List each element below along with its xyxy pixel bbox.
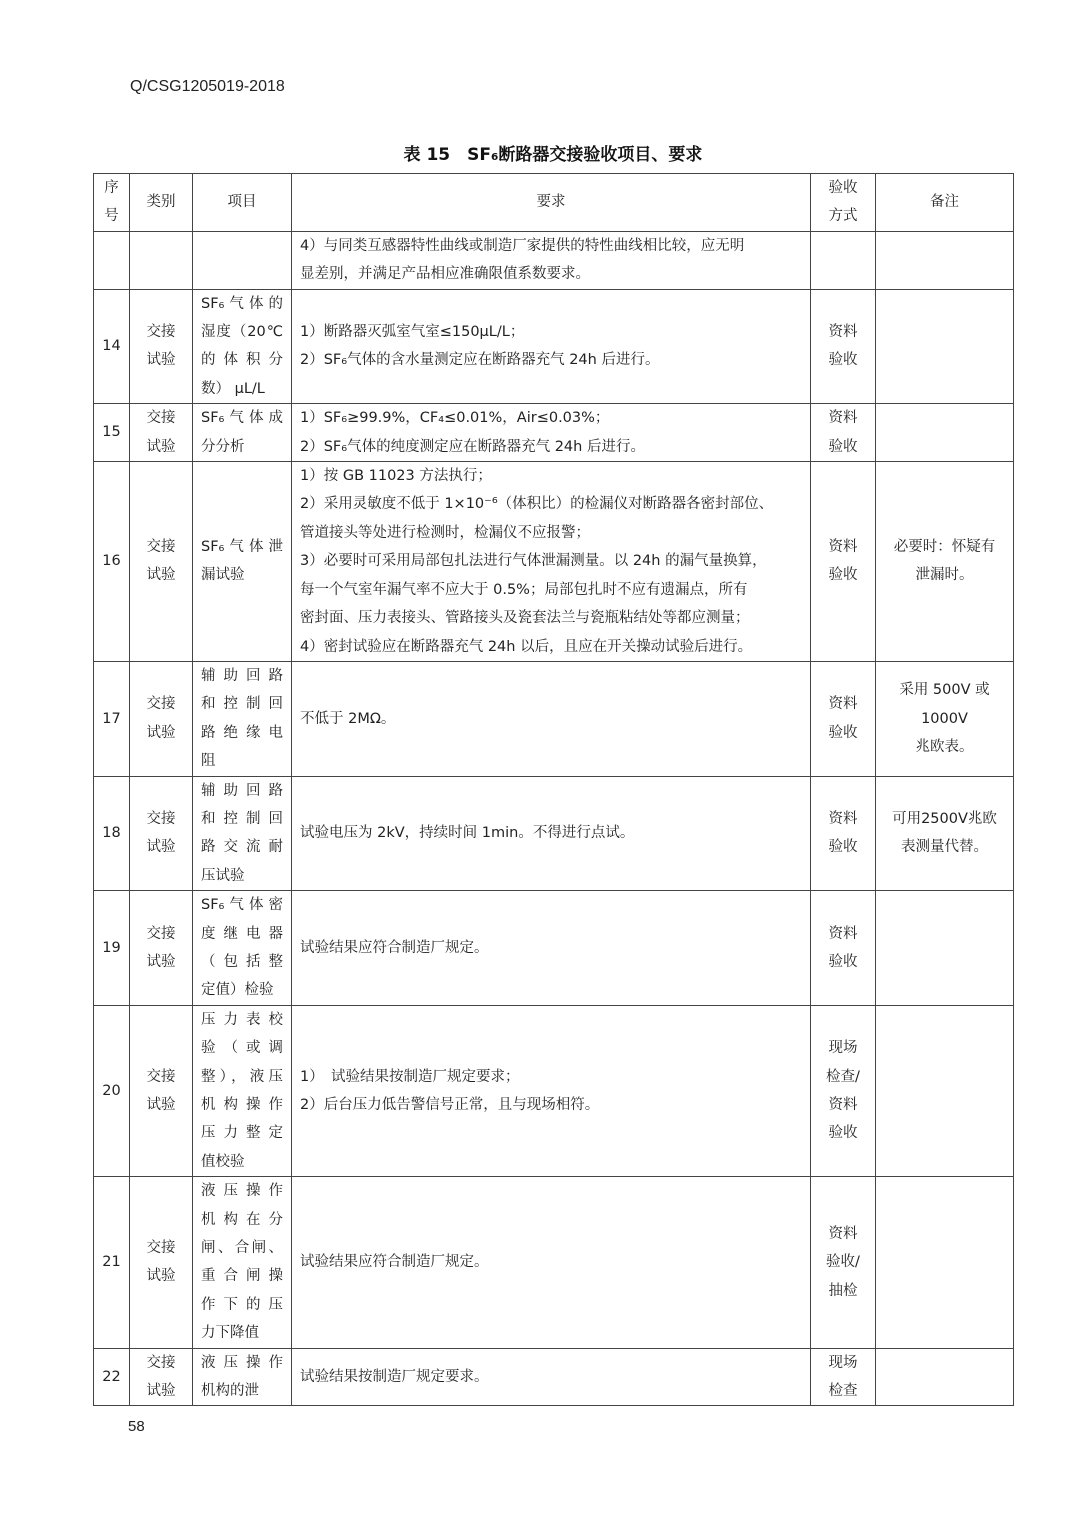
category-cell: 交接 试验	[130, 1348, 193, 1406]
seq-cell: 18	[94, 776, 130, 891]
seq-cell: 15	[94, 404, 130, 462]
category-cell: 交接 试验	[130, 1005, 193, 1176]
note-cell: 必要时：怀疑有 泄漏时。	[876, 462, 1014, 662]
category-cell: 交接 试验	[130, 462, 193, 662]
requirement-cell: 试验结果应符合制造厂规定。	[292, 891, 811, 1006]
item-cell: SF₆气体的 湿度（20℃ 的体积分 数） μL/L	[193, 289, 292, 404]
item-cell: SF₆气体成 分分析	[193, 404, 292, 462]
requirement-cell: 4）与同类互感器特性曲线或制造厂家提供的特性曲线相比较，应无明 显差别，并满足产品相应准确限值系数要求。	[292, 231, 811, 289]
seq-cell: 14	[94, 289, 130, 404]
header-seq: 序 号	[94, 174, 130, 232]
table-caption: 表 15 SF₆断路器交接验收项目、要求	[403, 145, 703, 165]
seq-cell: 21	[94, 1177, 130, 1348]
requirement-cell: 试验结果应符合制造厂规定。	[292, 1177, 811, 1348]
requirement-cell: 1）按 GB 11023 方法执行； 2）采用灵敏度不低于 1×10⁻⁶（体积比）的检漏仪对断路器各密封部位、 管道接头等处进行检测时，检漏仪不应报警； 3）必要时可采用局部包扎法进行气体泄漏测量。以 24h 的漏气量换算， 每一个气室年漏气率不应大于 0.5%；局部包扎时不应有遗漏点，所有 密封面、压力表接头、管路接头及瓷套法兰与瓷瓶粘结处等都应测量； 4）密封试验应在断路器充气 24h 以后，且应在开关操动试验后进行。	[292, 462, 811, 662]
header-mode: 验收 方式	[811, 174, 876, 232]
header-item: 项目	[193, 174, 292, 232]
mode-cell: 现场 检查	[811, 1348, 876, 1406]
requirement-cell: 试验结果按制造厂规定要求。	[292, 1348, 811, 1406]
note-cell	[876, 289, 1014, 404]
table-row	[94, 1177, 1014, 1348]
mode-cell: 资料 验收	[811, 891, 876, 1006]
requirement-cell: 1）断路器灭弧室气室≤150μL/L； 2）SF₆气体的含水量测定应在断路器充气 24h 后进行。	[292, 289, 811, 404]
acceptance-table	[93, 173, 1014, 1406]
category-cell: 交接 试验	[130, 891, 193, 1006]
item-cell: SF₆气体密 度继电器 （包括整 定值）检验	[193, 891, 292, 1006]
item-cell: SF₆气体泄 漏试验	[193, 462, 292, 662]
category-cell: 交接 试验	[130, 404, 193, 462]
requirement-cell: 1） 试验结果按制造厂规定要求； 2）后台压力低告警信号正常，且与现场相符。	[292, 1005, 811, 1176]
note-cell	[876, 231, 1014, 289]
page-number: 58	[128, 1418, 145, 1435]
table-row	[94, 404, 1014, 462]
seq-cell: 16	[94, 462, 130, 662]
table-row	[94, 776, 1014, 891]
item-cell: 液压操作 机构的泄	[193, 1348, 292, 1406]
item-cell: 液压操作 机构在分 闸、合闸、 重合闸操 作下的压 力下降值	[193, 1177, 292, 1348]
table-row	[94, 891, 1014, 1006]
category-cell	[130, 231, 193, 289]
mode-cell: 资料 验收	[811, 776, 876, 891]
category-cell: 交接 试验	[130, 289, 193, 404]
requirement-cell: 试验电压为 2kV，持续时间 1min。不得进行点试。	[292, 776, 811, 891]
table-row	[94, 462, 1014, 662]
mode-cell: 资料 验收/ 抽检	[811, 1177, 876, 1348]
note-cell	[876, 1348, 1014, 1406]
table-row	[94, 231, 1014, 289]
requirement-cell: 不低于 2MΩ。	[292, 661, 811, 776]
note-cell	[876, 891, 1014, 1006]
seq-cell: 17	[94, 661, 130, 776]
mode-cell: 资料 验收	[811, 462, 876, 662]
mode-cell: 资料 验收	[811, 404, 876, 462]
mode-cell: 资料 验收	[811, 661, 876, 776]
item-cell	[193, 231, 292, 289]
header-note: 备注	[876, 174, 1014, 232]
table-row	[94, 661, 1014, 776]
mode-cell	[811, 231, 876, 289]
note-cell: 可用2500V兆欧 表测量代替。	[876, 776, 1014, 891]
table-row	[94, 1005, 1014, 1176]
item-cell: 辅助回路 和控制回 路交流耐 压试验	[193, 776, 292, 891]
seq-cell: 22	[94, 1348, 130, 1406]
requirement-cell: 1）SF₆≥99.9%，CF₄≤0.01%，Air≤0.03%； 2）SF₆气体的纯度测定应在断路器充气 24h 后进行。	[292, 404, 811, 462]
table-row	[94, 289, 1014, 404]
seq-cell: 19	[94, 891, 130, 1006]
document-id: Q/CSG1205019-2018	[130, 78, 285, 95]
note-cell: 采用 500V 或 1000V 兆欧表。	[876, 661, 1014, 776]
mode-cell: 资料 验收	[811, 289, 876, 404]
note-cell	[876, 1177, 1014, 1348]
category-cell: 交接 试验	[130, 776, 193, 891]
item-cell: 压力表校 验（或调 整），液压 机构操作 压力整定 值校验	[193, 1005, 292, 1176]
seq-cell: 20	[94, 1005, 130, 1176]
item-cell: 辅助回路 和控制回 路绝缘电 阻	[193, 661, 292, 776]
note-cell	[876, 404, 1014, 462]
note-cell	[876, 1005, 1014, 1176]
header-category: 类别	[130, 174, 193, 232]
header-requirement: 要求	[292, 174, 811, 232]
table-header-row	[94, 174, 1014, 232]
category-cell: 交接 试验	[130, 661, 193, 776]
seq-cell	[94, 231, 130, 289]
category-cell: 交接 试验	[130, 1177, 193, 1348]
table-row	[94, 1348, 1014, 1406]
mode-cell: 现场 检查/ 资料 验收	[811, 1005, 876, 1176]
